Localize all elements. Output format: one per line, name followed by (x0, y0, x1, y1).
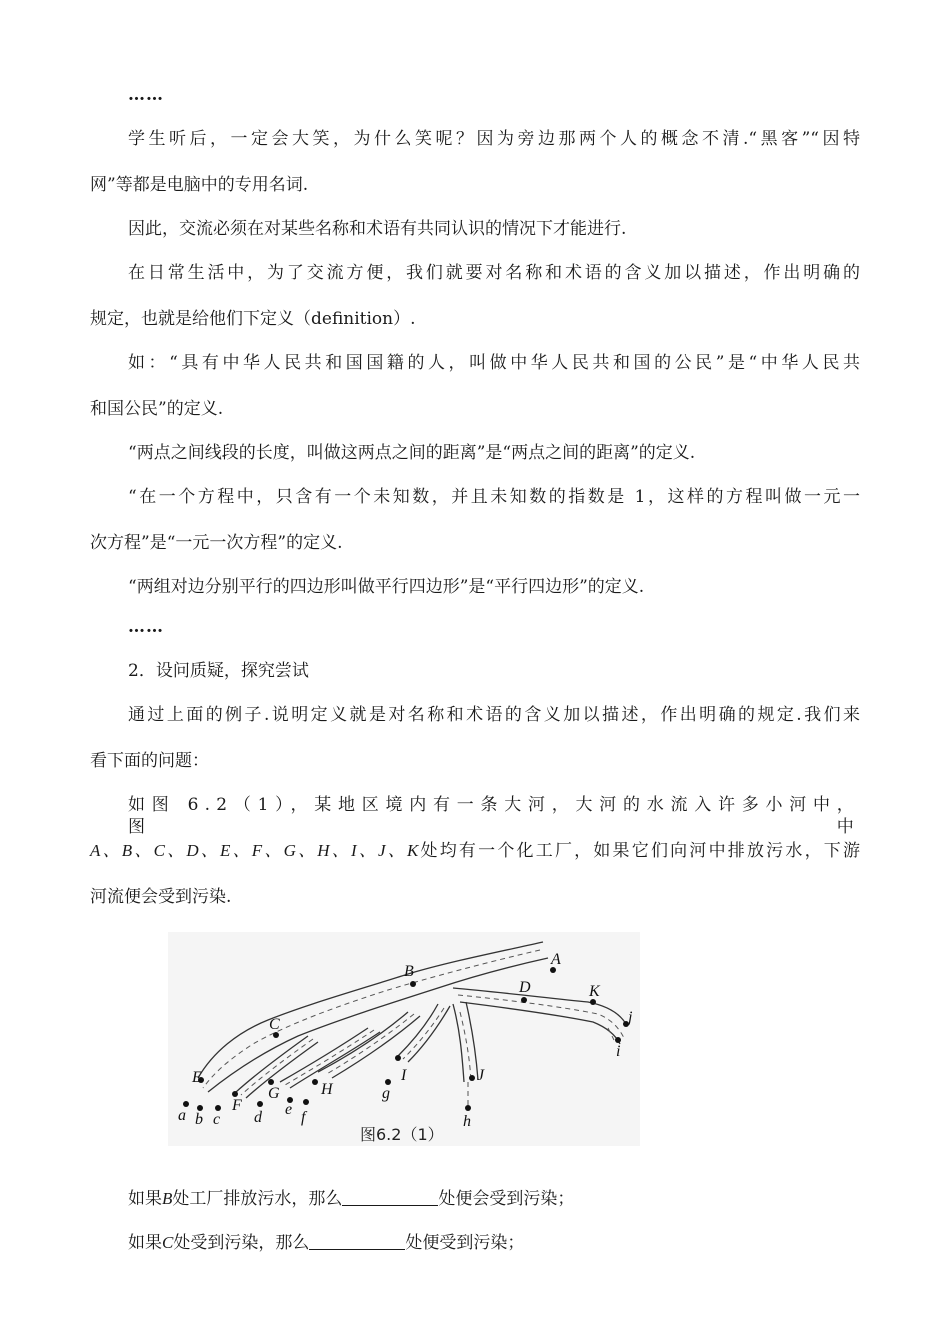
label-F: F (232, 1097, 242, 1114)
paragraph-6-line-2: 次方程”是“一元一次方程”的定义. (90, 533, 343, 553)
paragraph-3-line-1: 在日常生活中，为了交流方便，我们就要对名称和术语的含义加以描述，作出明确的 (128, 263, 860, 283)
question-2-letter: C (162, 1233, 174, 1252)
answer-blank-1[interactable] (342, 1189, 438, 1206)
label-G: G (268, 1085, 280, 1102)
point-J (469, 1075, 475, 1081)
label-i: i (616, 1043, 621, 1060)
label-B: B (404, 963, 414, 980)
label-h: h (463, 1113, 471, 1130)
question-2-prefix: 如果 (128, 1233, 162, 1253)
point-labels (178, 951, 633, 1130)
paragraph-3-line-2: 规定，也就是给他们下定义（definition）. (90, 309, 416, 329)
question-2-suffix: 处便受到污染； (405, 1233, 525, 1253)
paragraph-1-line-1: 学生听后，一定会大笑，为什么笑呢？因为旁边那两个人的概念不清.“黑客”“因特 (128, 129, 860, 149)
paragraph-5: “两点之间线段的长度，叫做这两点之间的距离”是“两点之间的距离”的定义. (128, 443, 696, 463)
answer-blank-2[interactable] (309, 1233, 405, 1250)
label-f: f (301, 1109, 306, 1126)
label-J: J (477, 1067, 485, 1084)
paragraph-9-line-3: 河流便会受到污染. (90, 887, 232, 907)
label-j: j (628, 1009, 633, 1026)
point-H (312, 1079, 318, 1085)
river-figure (168, 932, 640, 1146)
question-1-prefix: 如果 (128, 1189, 162, 1209)
paragraph-7: “两组对边分别平行的四边形叫做平行四边形”是“平行四边形”的定义. (128, 577, 645, 597)
factory-letters: A、B、C、D、E、F、G、H、I、J、K (90, 841, 419, 860)
point-d (257, 1101, 263, 1107)
paragraph-9-line-2-text: 处均有一个化工厂，如果它们向河中排放污水，下游 (418, 841, 860, 861)
paragraph-4-line-2: 和国公民”的定义. (90, 399, 224, 419)
label-c: c (213, 1111, 221, 1128)
paragraph-6-line-1: “在一个方程中，只含有一个未知数，并且未知数的指数是 1，这样的方程叫做一元一 (128, 487, 860, 507)
label-a: a (178, 1107, 186, 1124)
label-A: A (551, 951, 561, 968)
paragraph-8-line-2: 看下面的问题： (90, 751, 209, 771)
question-1-suffix: 处便会受到污染； (438, 1189, 575, 1209)
paragraph-1-line-2: 网”等都是电脑中的专用名词. (90, 175, 309, 195)
paragraph-9-line-1: 如图 6.2（1），某地区境内有一条大河，大河的水流入许多小河中，图中 (128, 795, 860, 837)
point-h (465, 1105, 471, 1111)
ellipsis-bottom: …… (128, 617, 164, 637)
question-1 (128, 1188, 860, 1210)
question-2-mid: 处受到污染，那么 (173, 1233, 310, 1253)
river-diagram (168, 932, 640, 1146)
label-d: d (254, 1109, 262, 1126)
point-B (410, 981, 416, 987)
question-1-mid: 处工厂排放污水，那么 (172, 1189, 343, 1209)
ellipsis-top: …… (128, 85, 164, 105)
point-f (303, 1099, 309, 1105)
label-K: K (589, 983, 600, 1000)
factory-points (183, 967, 629, 1111)
paragraph-9-line-2 (90, 840, 860, 862)
label-D: D (519, 979, 531, 996)
label-E: E (192, 1069, 202, 1086)
point-D (521, 997, 527, 1003)
question-2 (128, 1232, 860, 1254)
label-b: b (195, 1111, 203, 1128)
label-g: g (382, 1085, 390, 1102)
label-e: e (285, 1101, 293, 1118)
point-I (395, 1055, 401, 1061)
label-H: H (321, 1081, 333, 1098)
label-I: I (401, 1067, 407, 1084)
figure-caption: 图6.2（1） (360, 1125, 444, 1144)
paragraph-2: 因此，交流必须在对某些名称和术语有共同认识的情况下才能进行. (128, 219, 627, 239)
paragraph-8-line-1: 通过上面的例子.说明定义就是对名称和术语的含义加以描述，作出明确的规定.我们来 (128, 705, 860, 725)
paragraph-4-line-1: 如：“具有中华人民共和国国籍的人，叫做中华人民共和国的公民”是“中华人民共 (128, 353, 860, 373)
section-heading: 2．设问质疑，探究尝试 (128, 661, 309, 681)
question-1-letter: B (162, 1189, 173, 1208)
label-C: C (269, 1016, 280, 1033)
